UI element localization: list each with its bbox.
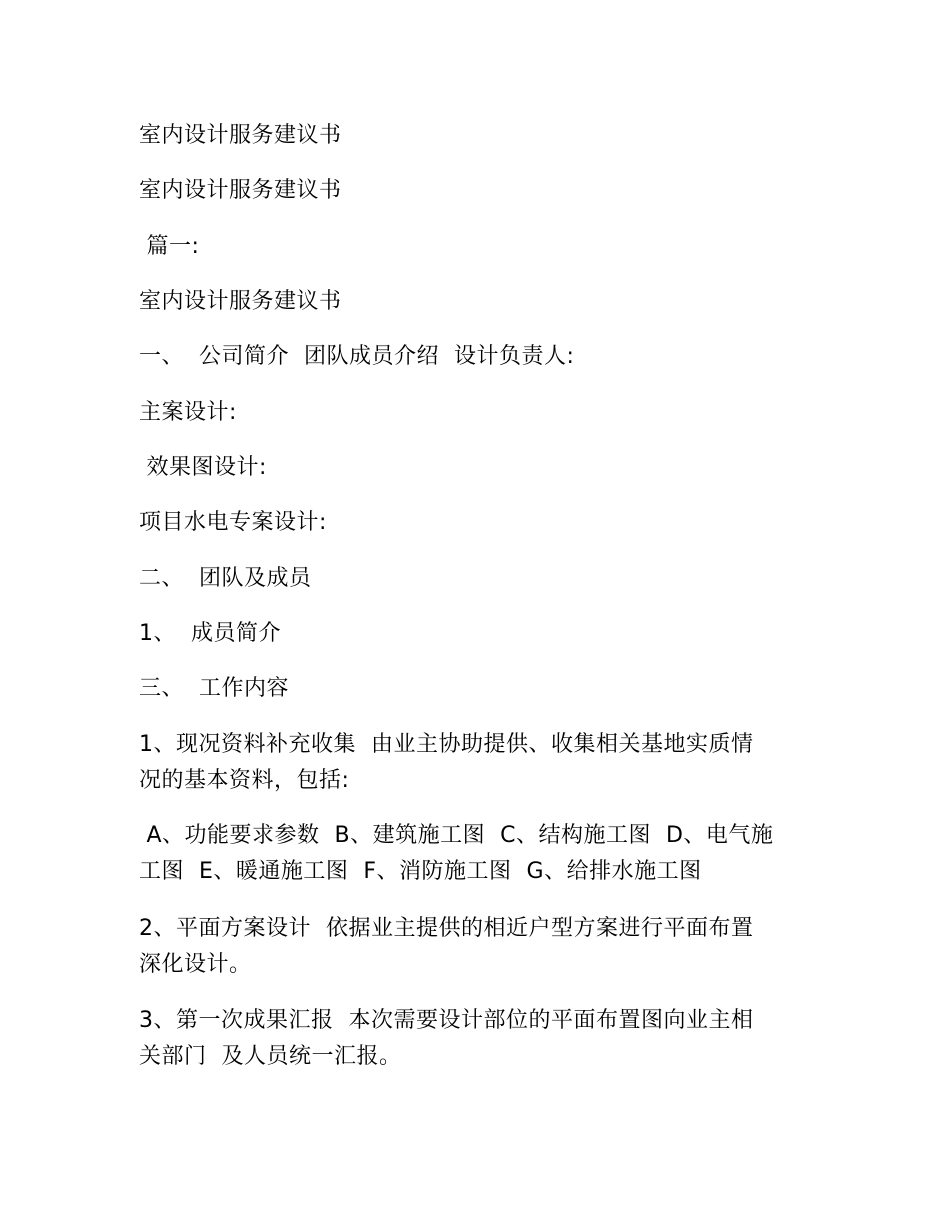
paragraph-plan-design: 2、平面方案设计 依据业主提供的相近户型方案进行平面布置 深化设计。 (139, 916, 754, 977)
paragraph-team-members: 二、 团队及成员 (139, 566, 312, 591)
paragraph-first-report: 3、第一次成果汇报 本次需要设计部位的平面布置图向业主相 关部门 及人员统一汇报。 (139, 1008, 754, 1069)
paragraph-member-intro: 1、 成员简介 (139, 621, 281, 646)
section-label-part-one: 篇一: (139, 234, 200, 259)
paragraph-lead-design: 主案设计: (139, 400, 237, 425)
paragraph-company-intro: 一、 公司简介 团队成员介绍 设计负责人: (139, 344, 575, 369)
paragraph-data-collection: 1、现况资料补充收集 由业主协助提供、收集相关基地实质情 况的基本资料，包括: (139, 732, 754, 793)
paragraph-rendering-design: 效果图设计: (139, 455, 267, 480)
document-subtitle: 室内设计服务建议书 (139, 178, 342, 203)
paragraph-work-content: 三、 工作内容 (139, 676, 289, 701)
paragraph-drawing-list: A、功能要求参数 B、建筑施工图 C、结构施工图 D、电气施 工图 E、暖通施工图 F、消防施工图 G、给排水施工图 (139, 823, 774, 884)
document-title: 室内设计服务建议书 (139, 123, 342, 148)
paragraph-mep-design: 项目水电专案设计: (139, 510, 327, 535)
section-heading: 室内设计服务建议书 (139, 289, 342, 314)
